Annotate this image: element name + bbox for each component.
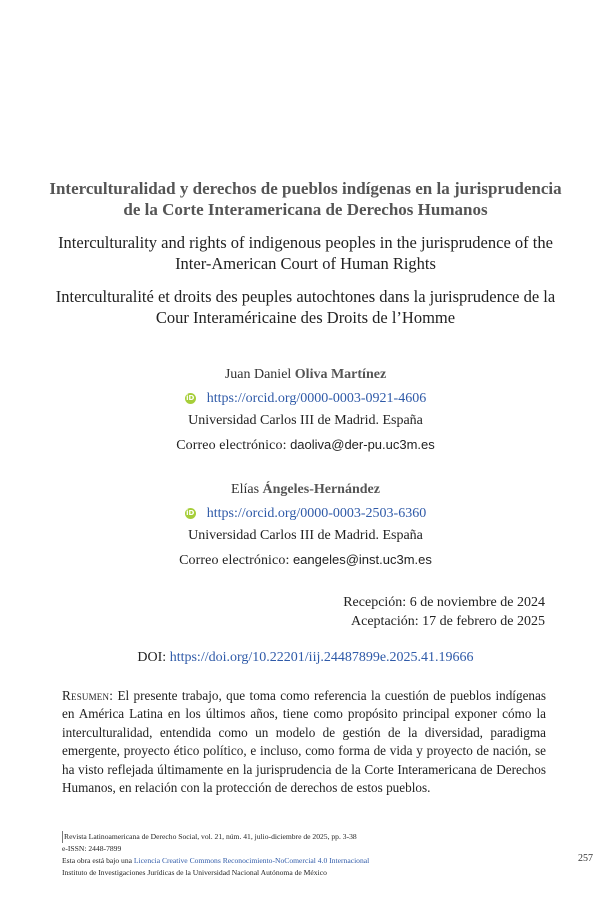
- orcid-line: [40, 388, 571, 409]
- orcid-icon[interactable]: iD: [186, 394, 195, 402]
- author-email-line: [40, 434, 571, 456]
- author-block-2: [40, 479, 571, 571]
- orcid-icon[interactable]: iD: [186, 509, 195, 517]
- title-block: [40, 178, 571, 328]
- orcid-link[interactable]: https://orcid.org/0000-0003-0921-4606: [206, 391, 427, 406]
- doi-link[interactable]: https://doi.org/10.22201/iij.24487899e.2025.41.19666: [169, 650, 474, 665]
- journal-citation: Revista Latinoamericana de Derecho Social, vol. 21, núm. 41, julio-diciembre de 2025, pp. 3-38: [62, 831, 542, 843]
- author-name: [40, 479, 571, 500]
- abstract-text: El presente trabajo, que toma como referencia la cuestión de pueblos indígenas en América Latina en los últimos años, tiene como propósito principal exponer cómo la interculturalidad, entendida como un modelo de gestión de la diversidad, paradigma emergente, proyecto ético político, e incluso, como forma de vida y proyecto de nación, se ha visto reflejada últimamente en la jurisprudencia de la Corte Interamericana de Derechos Humanos, en relación con la protección de derechos de estos pueblos.: [62, 688, 546, 796]
- title-french: Interculturalité et droits des peuples autochtones dans la jurisprudence de la Cour Interaméricaine des Droits de l’Homme: [55, 287, 556, 327]
- author-name: [40, 364, 571, 385]
- institute: Instituto de Investigaciones Jurídicas de la Universidad Nacional Autónoma de México: [62, 868, 327, 877]
- author-surname: Ángeles-Hernández: [262, 482, 380, 497]
- title-spanish: Interculturalidad y derechos de pueblos indígenas en la jurisprudencia de la Corte Interamericana de Derechos Humanos: [49, 179, 562, 219]
- author-affiliation: Universidad Carlos III de Madrid. España: [188, 528, 423, 543]
- license-link[interactable]: Licencia Creative Commons Reconocimiento-NoComercial 4.0 Internacional: [133, 856, 370, 865]
- orcid-link[interactable]: https://orcid.org/0000-0003-2503-6360: [206, 506, 427, 521]
- author-email-line: [40, 549, 571, 571]
- license-prefix: Esta obra está bajo una: [62, 856, 133, 865]
- author-block-1: [40, 364, 571, 456]
- email-label: Correo electrónico:: [176, 438, 287, 453]
- author-given-name: Juan Daniel: [224, 367, 292, 382]
- email-label: Correo electrónico:: [179, 553, 290, 568]
- license-line: [62, 855, 542, 867]
- author-given-name: Elías: [231, 482, 260, 497]
- footer: [62, 831, 542, 879]
- abstract-lead: Resumen:: [62, 688, 114, 703]
- doi-line: [40, 650, 571, 666]
- abstract: [62, 687, 546, 797]
- email-address[interactable]: eangeles@inst.uc3m.es: [292, 552, 432, 567]
- received-date: Recepción: 6 de noviembre de 2024: [343, 595, 545, 610]
- title-english: Interculturality and rights of indigenous peoples in the jurisprudence of the Inter-American Court of Human Rights: [58, 233, 553, 273]
- doi-label: DOI:: [137, 650, 167, 665]
- orcid-line: [40, 503, 571, 524]
- dates-block: [343, 593, 545, 631]
- author-affiliation: Universidad Carlos III de Madrid. España: [188, 413, 423, 428]
- eissn: e-ISSN: 2448-7899: [62, 844, 122, 853]
- author-surname: Oliva Martínez: [294, 367, 387, 382]
- page-number: 257: [578, 853, 593, 864]
- email-address[interactable]: daoliva@der-pu.uc3m.es: [290, 437, 435, 452]
- accepted-date: Aceptación: 17 de febrero de 2025: [351, 614, 545, 629]
